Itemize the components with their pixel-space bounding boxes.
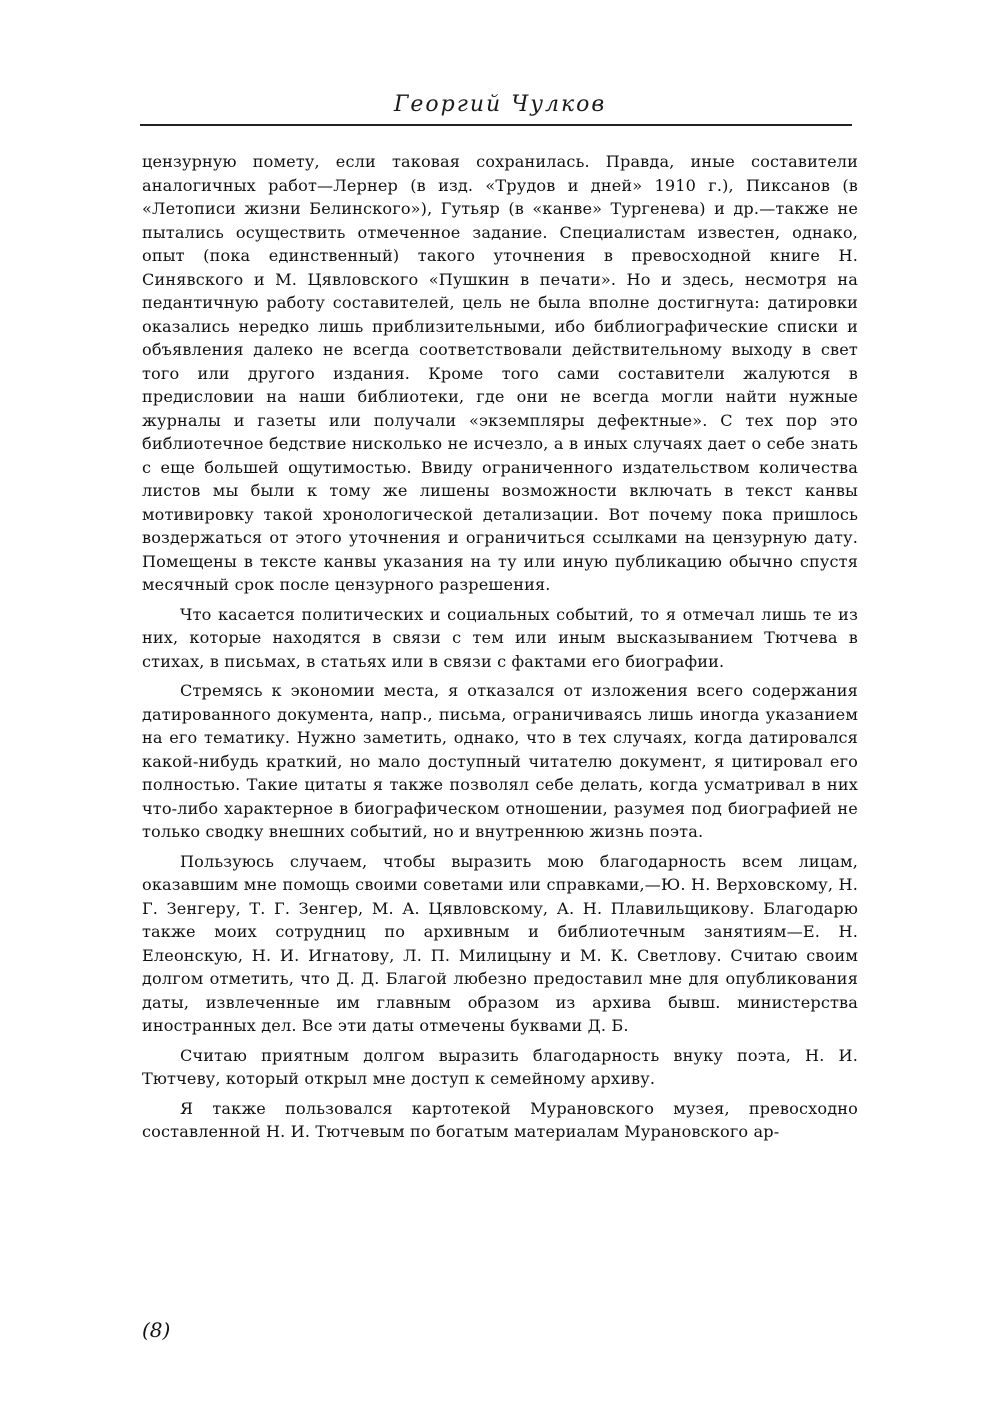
paragraph-1: цензурную помету, если таковая сохранилась. Правда, иные составители аналогичных работ—Лернер (в изд. «Трудов и дней» 1910 г.), Пиксанов (в «Летописи жизни Белинского»), Гутьяр (в «канве» Тургенева) и др.—также не пытались осуществить отмеченное задание. Специалистам известен, однако, опыт (пока единственный) такого уточнения в превосходной книге Н. Синявского и М. Цявловского «Пушкин в печати». Но и здесь, несмотря на педантичную работу составителей, цель не была вполне достигнута: датировки оказались нередко лишь приблизительными, ибо библиографические списки и объявления далеко не всегда соответствовали действительному выходу в свет того или другого издания. Кроме того сами составители жалуются в предисловии на наши библиотеки, где они не всегда могли найти нужные журналы и газеты или получали «экземпляры дефектные». С тех пор это библиотечное бедствие нисколько не исчезло, а в иных случаях дает о себе знать с еще большей ощутимостью. Ввиду ограниченного издательством количества листов мы были к тому же лишены возможности включать в текст канвы мотивировку такой хронологической детализации. Вот почему пока пришлось воздержаться от этого уточнения и ограничиться ссылками на цензурную дату. Помещены в тексте канвы указания на ту или иную публикацию обычно спустя месячный срок после цензурного разрешения. xyxy=(142,152,858,594)
paragraph-6: Я также пользовался картотекой Мурановского музея, превосходно составленной Н. И. Тютчевым по богатым материалам Мурановского ар- xyxy=(142,1098,858,1141)
body-text xyxy=(142,150,858,1150)
header-rule xyxy=(140,124,852,126)
page-number: (8) xyxy=(142,1318,171,1342)
paragraph-5: Считаю приятным долгом выразить благодарность внуку поэта, Н. И. Тютчеву, который открыл мне доступ к семейному архиву. xyxy=(142,1045,858,1088)
paragraph-2: Что касается политических и социальных событий, то я отмечал лишь те из них, которые находятся в связи с тем или иным высказыванием Тютчева в стихах, в письмах, в статьях или в связи с фактами его биографии. xyxy=(142,604,858,671)
page-header xyxy=(140,92,860,117)
running-title: Георгий Чулков xyxy=(393,92,607,117)
paragraph-3: Стремясь к экономии места, я отказался от изложения всего содержания датированного документа, напр., письма, ограничиваясь лишь иногда указанием на его тематику. Нужно заметить, однако, что в тех случаях, когда датировался какой-нибудь краткий, но мало доступный читателю документ, я цитировал его полностью. Такие цитаты я также позволял себе делать, когда усматривал в них что-либо характерное в биографическом отношении, разумея под биографией не только сводку внешних событий, но и внутреннюю жизнь поэта. xyxy=(142,681,858,841)
paragraph-4: Пользуюсь случаем, чтобы выразить мою благодарность всем лицам, оказавшим мне помощь своими советами или справками,—Ю. Н. Верховскому, Н. Г. Зенгеру, Т. Г. Зенгер, М. А. Цявловскому, А. Н. Плавильщикову. Благодарю также моих сотрудниц по архивным и библиотечным занятиям—Е. Н. Елеонскую, Н. И. Игнатову, Л. П. Милицыну и М. К. Светлову. Считаю своим долгом отметить, что Д. Д. Благой любезно предоставил мне для опубликования даты, извлеченные им главным образом из архива бывш. министерства иностранных дел. Все эти даты отмечены буквами Д. Б. xyxy=(142,851,858,1035)
